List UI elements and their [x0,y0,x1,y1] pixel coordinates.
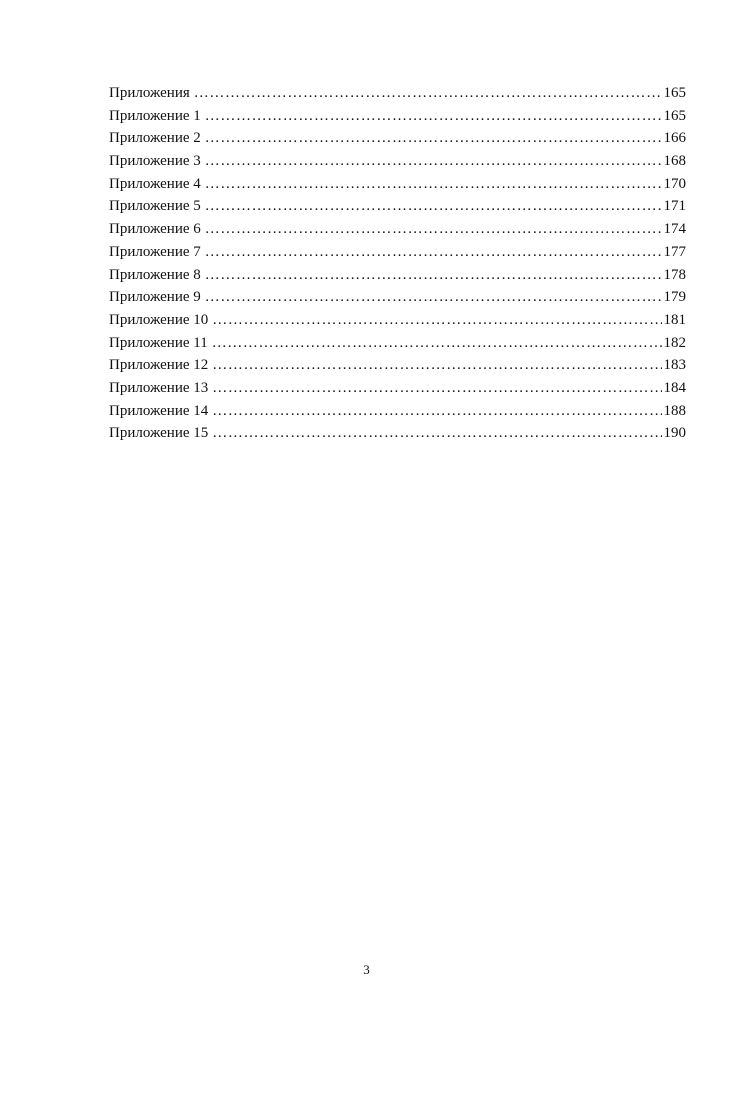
toc-leader-dots [212,332,662,355]
toc-leader-dots [212,309,661,332]
toc-leader-dots [212,377,661,400]
toc-entry [109,173,686,196]
toc-entry [109,400,686,423]
toc-entry-title: Приложение 2 [109,130,201,147]
toc-entry-title: Приложение 13 [109,379,209,396]
toc-entry-page: 165 [663,85,686,101]
toc-entry-page: 168 [663,153,686,170]
toc-leader-dots [205,127,662,150]
toc-entry-page: 183 [663,357,686,374]
toc-entry [109,377,686,400]
toc-entry [109,241,686,264]
toc-entry-page: 165 [663,107,686,124]
toc-entry-title: Приложение 10 [109,311,209,328]
toc-entry [109,422,686,445]
toc-leader-dots [205,150,662,173]
toc-entry-page: 188 [663,402,686,419]
toc-entry-title: Приложение 12 [109,357,209,374]
toc-entry-page: 174 [663,221,686,238]
toc-entry-page: 184 [663,379,686,396]
toc-entry [109,82,686,105]
toc-entry-page: 171 [663,198,686,215]
toc-entry-title: Приложение 8 [109,266,201,283]
toc-leader-dots [205,241,662,264]
toc-entry [109,105,686,128]
toc-entry-page: 178 [663,266,686,283]
toc-leader-dots [205,173,662,196]
toc-leader-dots [205,218,662,241]
toc-entry-page: 177 [663,243,686,260]
toc-entry-page: 190 [663,425,686,442]
toc-leader-dots [194,82,662,105]
toc-leader-dots [205,264,662,287]
toc-entry-page: 182 [663,334,686,351]
toc-entry-title: Приложение 11 [109,334,208,351]
toc-entry-title: Приложения [109,85,190,101]
toc-entry-title: Приложение 14 [109,402,209,419]
toc-entry-title: Приложение 6 [109,221,201,238]
toc-entry-title: Приложение 4 [109,175,201,192]
toc-entry [109,286,686,309]
toc-entry-title: Приложение 15 [109,425,209,442]
toc-leader-dots [205,105,662,128]
toc-entry-page: 181 [663,311,686,328]
toc-entry-title: Приложение 1 [109,107,201,124]
toc-entry-title: Приложение 7 [109,243,201,260]
toc-entry [109,332,686,355]
toc-entry-page: 166 [663,130,686,147]
toc-entry [109,264,686,287]
toc-leader-dots [212,354,661,377]
toc-entry [109,127,686,150]
toc-entry-page: 179 [663,289,686,306]
toc-leader-dots [212,400,661,423]
table-of-contents [109,82,686,445]
toc-entry [109,218,686,241]
toc-leader-dots [205,195,662,218]
toc-entry-title: Приложение 9 [109,289,201,306]
toc-entry-title: Приложение 5 [109,198,201,215]
toc-entry [109,354,686,377]
toc-entry [109,195,686,218]
toc-entry [109,150,686,173]
page-number: 3 [363,962,370,977]
toc-leader-dots [205,286,662,309]
toc-entry-title: Приложение 3 [109,153,201,170]
toc-entry-page: 170 [663,175,686,192]
toc-entry [109,309,686,332]
toc-leader-dots [212,422,661,445]
